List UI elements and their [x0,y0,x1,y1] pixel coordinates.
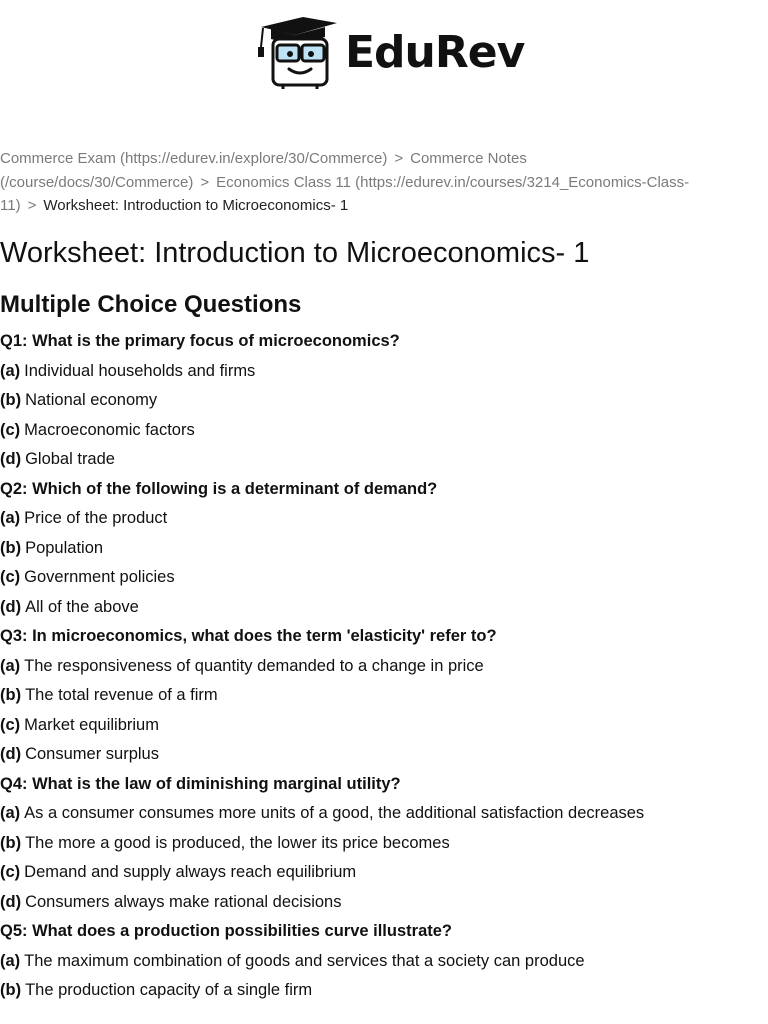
option-text: As a consumer consumes more units of a good, the additional satisfaction decreases [24,804,645,822]
question-3: Q3: In microeconomics, what does the term 'elasticity' refer to? [0,627,497,645]
option-text: Government policies [24,568,175,586]
option-text: The maximum combination of goods and services that a society can produce [24,951,585,970]
option-4d [0,888,768,918]
question-1: Q1: What is the primary focus of microeconomics? [0,332,400,350]
option-label: (c) [0,420,21,439]
option-text: National economy [25,391,158,409]
option-4c [0,858,768,888]
page-title: Worksheet: Introduction to Microeconomics- 1 [0,237,590,269]
option-text: Individual households and firms [24,361,256,380]
graduation-cap-mascot-icon [255,15,339,89]
option-label: (b) [0,391,22,409]
question-4: Q4: What is the law of diminishing marginal utility? [0,774,401,793]
option-text: Consumers always make rational decisions [25,892,342,911]
section-title: Multiple Choice Questions [0,291,302,318]
option-text: Demand and supply always reach equilibrium [24,863,357,881]
option-5a [0,947,768,977]
option-label: (b) [0,538,22,557]
option-5b [0,976,768,1006]
option-3a [0,652,768,682]
option-text: The responsiveness of quantity demanded to a change in price [24,656,484,675]
option-text: The total revenue of a firm [25,686,218,704]
breadcrumb-item-commerce-exam[interactable]: Commerce Exam (https://edurev.in/explore/30/Commerce) [0,150,388,167]
option-label: (c) [0,568,21,586]
option-text: Market equilibrium [24,715,159,734]
option-label: (b) [0,686,22,704]
option-2d [0,593,768,623]
option-text: The production capacity of a single firm [25,981,313,999]
option-3c [0,711,768,741]
site-header [0,0,768,110]
brand-name: EduRev [345,26,525,78]
breadcrumb-separator: > [200,173,210,191]
option-label: (d) [0,450,22,468]
breadcrumb-separator: > [27,197,37,214]
option-text: Consumer surplus [25,745,159,763]
option-label: (a) [0,361,21,380]
edurev-logo[interactable] [255,14,524,90]
option-label: (a) [0,656,21,675]
question-list [0,327,768,1006]
option-3d [0,740,768,770]
option-label: (c) [0,863,21,881]
option-4b [0,829,768,859]
option-text: Price of the product [24,509,168,527]
option-label: (a) [0,951,21,970]
breadcrumb-item-commerce-notes[interactable]: Commerce Notes (/course/docs/30/Commerce) [0,150,527,191]
option-label: (d) [0,597,22,616]
option-1b [0,386,768,416]
option-text: Population [25,538,104,557]
question-5: Q5: What does a production possibilities curve illustrate? [0,922,452,940]
option-1a [0,357,768,387]
option-text: Macroeconomic factors [24,420,195,439]
option-label: (b) [0,833,22,852]
option-label: (c) [0,715,21,734]
breadcrumb-current: Worksheet: Introduction to Microeconomics- 1 [43,197,349,214]
option-1d [0,445,768,475]
option-3b [0,681,768,711]
option-label: (a) [0,509,21,527]
option-2b [0,534,768,564]
option-2a [0,504,768,534]
option-label: (d) [0,745,22,763]
option-1c [0,416,768,446]
breadcrumb [0,147,720,218]
breadcrumb-separator: > [394,150,404,167]
option-label: (a) [0,804,21,822]
question-2: Q2: Which of the following is a determinant of demand? [0,479,438,498]
option-text: All of the above [25,597,139,616]
option-text: Global trade [25,450,115,468]
option-label: (d) [0,892,22,911]
option-2c [0,563,768,593]
option-label: (b) [0,981,22,999]
option-4a [0,799,768,829]
option-text: The more a good is produced, the lower its price becomes [25,833,450,852]
breadcrumb-item-economics-class-11[interactable]: Economics Class 11 (https://edurev.in/courses/3214_Economics-Class-11) [0,173,690,214]
